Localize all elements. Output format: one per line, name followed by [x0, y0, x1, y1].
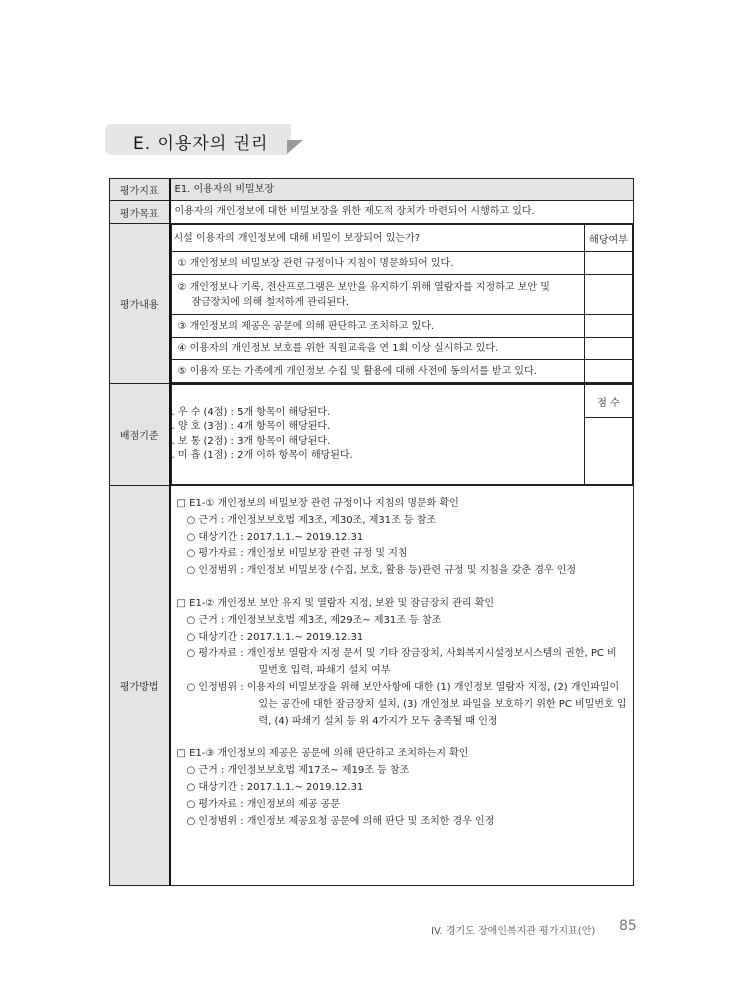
scoring-criteria: [171, 384, 634, 485]
method-line: ○ 근거 : 개인정보보호법 제3조, 제30조, 제31조 등 참조: [186, 514, 437, 526]
goal-value: 이용자의 개인정보에 대한 비밀보장을 위한 제도적 장치가 마련되어 시행하고 있다.: [174, 206, 535, 217]
method-line: ○ 인정범위 : 개인정보 제공요청 공문에 의해 판단 및 조치한 경우 인정: [186, 815, 495, 827]
method-line-cont: 밀번호 입력, 파쇄기 설치 여부: [258, 665, 391, 677]
method-content: [171, 486, 634, 856]
section-tab-fold: [287, 140, 303, 154]
method-line: ○ 평가자료 : 개인정보 열람자 지정 문서 및 기타 잠금장치, 사회복지시설정보시스템의 권한, PC 비: [186, 648, 617, 660]
method-line: ○ 대상기간 : 2017.1.1.~ 2019.12.31: [186, 531, 364, 543]
method-line-cont: 력, (4) 파쇄기 설치 등 위 4가지가 모두 충족될 때 인정: [258, 715, 498, 727]
score-header: 점 수: [585, 385, 633, 418]
content-item: ① 개인정보의 비밀보장 관련 규정이나 지침이 명문화되어 있다.: [177, 257, 454, 269]
content-item: ③ 개인정보의 제공은 공문에 의해 판단하고 조치하고 있다.: [177, 320, 435, 332]
score-value: [585, 418, 633, 485]
method-block-3: [177, 746, 628, 830]
method-block-title: □ E1-① 개인정보의 비밀보장 관련 규정이나 지침의 명문화 확인: [176, 498, 459, 509]
method-label: 평가방법: [110, 486, 170, 886]
method-line: ○ 근거 : 개인정보보호법 제3조, 제29조~ 제31조 등 참조: [186, 614, 442, 626]
indicator-label: 평가지표: [110, 179, 170, 201]
method-line-cont: 있는 공간에 대한 잠금장치 설치, (3) 개인정보 파일을 보호하기 위한 PC 비밀번호 입: [258, 698, 627, 710]
page-footer: IV. 경기도 장애인복지관 평가지표(안): [431, 926, 596, 937]
content-items: [171, 224, 634, 383]
applicable-check: [585, 338, 633, 360]
applicable-header: 해당여부: [585, 225, 633, 252]
scoring-line: . 미 흡 (1점) : 2개 이하 항목이 해당된다.: [171, 450, 353, 461]
method-line: ○ 근거 : 개인정보보호법 제17조~ 제19조 등 참조: [186, 765, 410, 777]
method-line: ○ 대상기간 : 2017.1.1.~ 2019.12.31: [186, 781, 364, 793]
goal-label: 평가목표: [110, 201, 170, 224]
content-item: ② 개인정보나 기록, 전산프로그램은 보안을 유지하기 위해 열람자를 지정하고 보안 및: [177, 281, 550, 293]
method-line: ○ 인정범위 : 개인정보 비밀보장 (수집, 보호, 활용 등)관련 규정 및 지침을 갖춘 경우 인정: [186, 565, 577, 577]
content-item-cont: 잠금장치에 의해 철저하게 관리된다.: [191, 296, 350, 308]
content-label: 평가내용: [110, 224, 170, 384]
applicable-check: [585, 252, 633, 275]
section-tab-edge: [283, 124, 291, 141]
content-item: ⑤ 이용자 또는 가족에게 개인정보 수집 및 활용에 대해 사전에 동의서를 받고 있다.: [177, 365, 537, 377]
indicator-value: E1. 이용자의 비밀보장: [174, 183, 274, 195]
scoring-line: . 보 통 (2점) : 3개 항목이 해당된다.: [171, 435, 331, 447]
method-line: ○ 인정범위 : 이용자의 비밀보장을 위해 보안사항에 대한 (1) 개인정보 열람자 지정, (2) 개인파일이: [186, 681, 620, 693]
method-line: ○ 대상기간 : 2017.1.1.~ 2019.12.31: [186, 631, 364, 643]
scoring-label: 배점기준: [110, 384, 170, 486]
method-block-1: [177, 496, 628, 580]
content-item: ④ 이용자의 개인정보 보호를 위한 직원교육을 연 1회 이상 실시하고 있다.: [177, 343, 499, 354]
method-block-2: [177, 596, 628, 730]
scoring-line: . 우 수 (4점) : 5개 항목이 해당된다.: [171, 406, 331, 418]
page-number: 85: [619, 918, 637, 934]
scoring-line: . 양 호 (3점) : 4개 항목이 해당된다.: [171, 421, 331, 432]
content-question: 시설 이용자의 개인정보에 대해 비밀이 보장되어 있는가?: [171, 225, 585, 252]
method-line: ○ 평가자료 : 개인정보의 제공 공문: [186, 798, 341, 810]
method-block-title: □ E1-③ 개인정보의 제공은 공문에 의해 판단하고 조치하는지 확인: [176, 748, 469, 760]
applicable-check: [585, 315, 633, 338]
evaluation-table: [109, 178, 634, 886]
method-block-title: □ E1-② 개인정보 보안 유지 및 열람자 지정, 보완 및 잠금장치 관리 확인: [176, 597, 495, 609]
section-title-tab: [105, 124, 287, 155]
method-line: ○ 평가자료 : 개인정보 비밀보장 관련 규정 및 지침: [186, 548, 408, 560]
section-title: E. 이용자의 권리: [133, 134, 269, 154]
applicable-check: [585, 360, 633, 383]
applicable-check: [585, 275, 633, 315]
